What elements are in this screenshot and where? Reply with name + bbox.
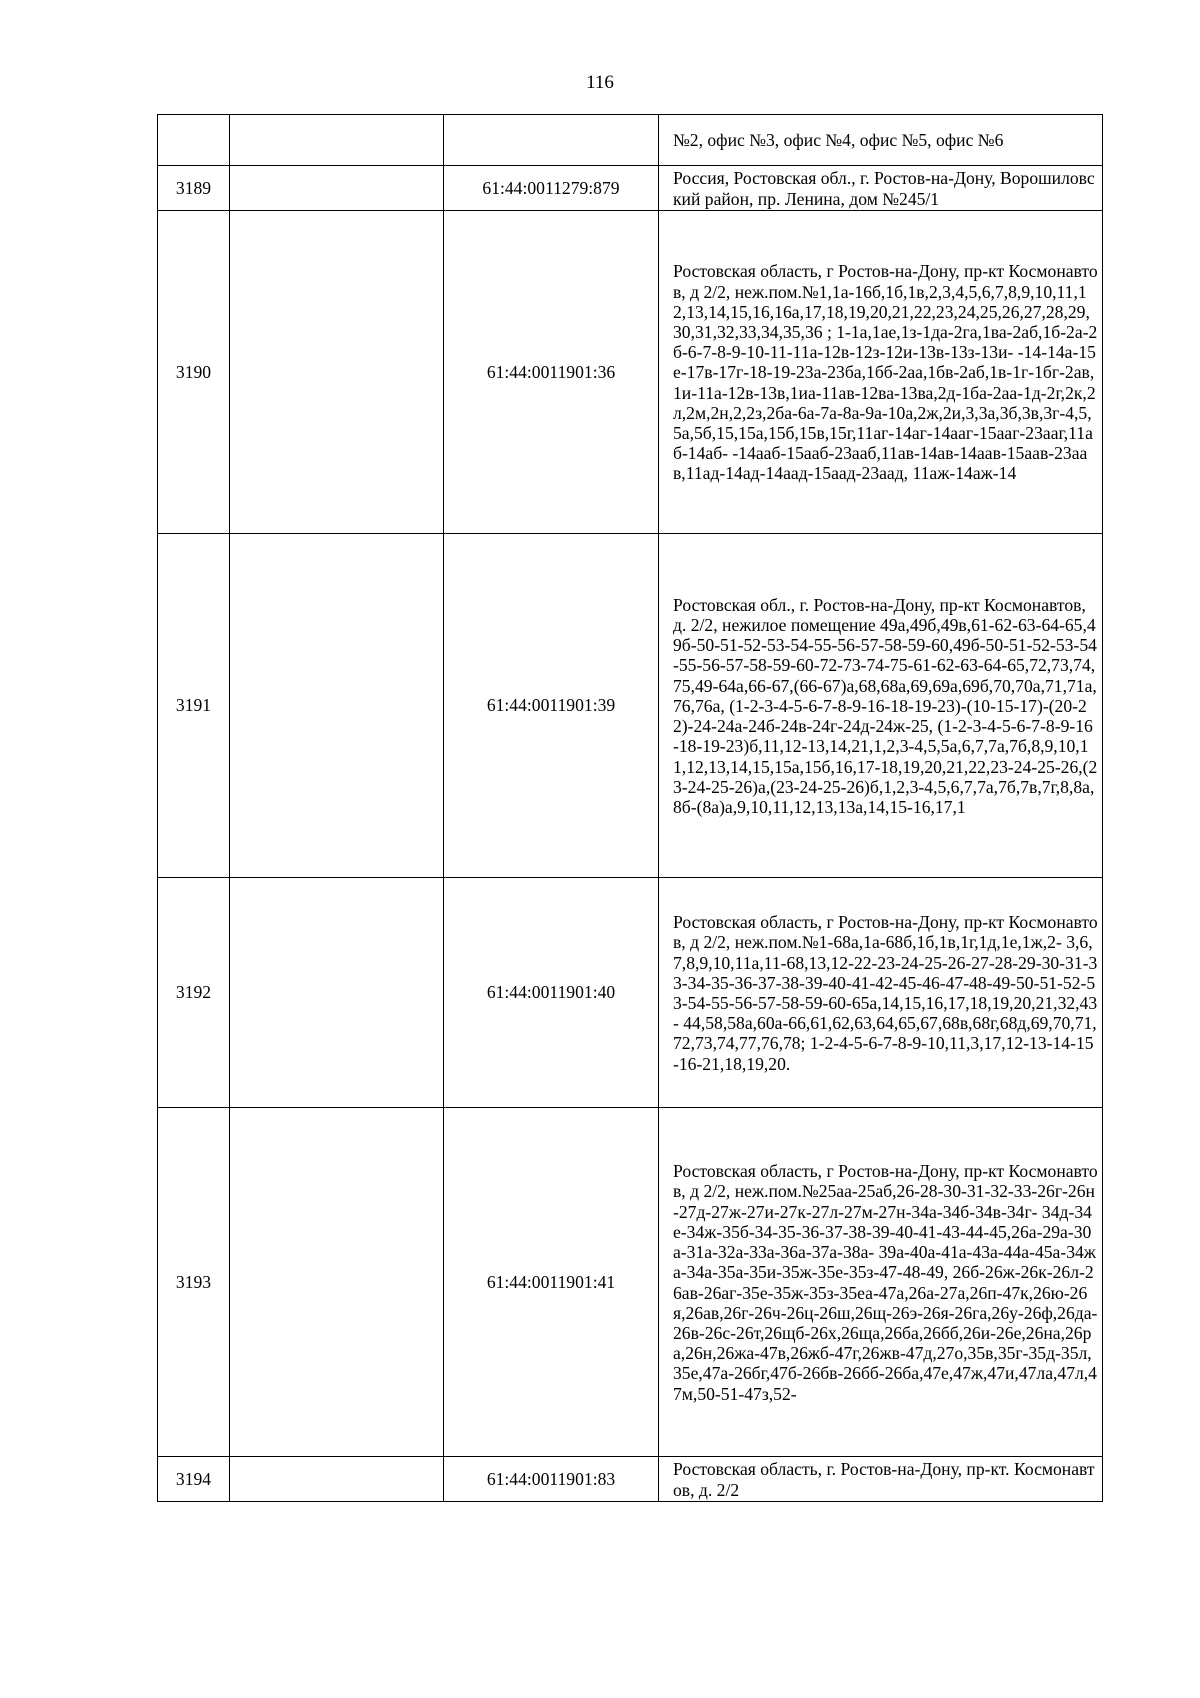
owner-cell bbox=[230, 115, 444, 166]
property-register-table bbox=[157, 114, 1103, 1502]
row-number-cell: 3192 bbox=[158, 878, 230, 1108]
row-number-cell: 3189 bbox=[158, 166, 230, 211]
table-row-3194 bbox=[158, 1457, 1103, 1502]
cadastral-number-cell: 61:44:0011279:879 bbox=[444, 166, 659, 211]
row-number-cell: 3194 bbox=[158, 1457, 230, 1502]
table-row-3190 bbox=[158, 211, 1103, 534]
cadastral-number-cell: 61:44:0011901:41 bbox=[444, 1108, 659, 1457]
row-number-cell: 3191 bbox=[158, 534, 230, 878]
address-cell: Ростовская область, г Ростов-на-Дону, пр-кт Космонавтов, д 2/2, неж.пом.№1-68а,1а-68б,1б,1в,1г,1д,1е,1ж,2- 3,6,7,8,9,10,11а,11-68,13,12-22-23-24-25-26-27-28-29-30-31-33-34-35-36-37-38-39-40-41-42-45-46-47-48-49-50-51-52-53-54-55-56-57-58-59-60-65а,14,15,16,17,18,19,20,21,32,43- 44,58,58а,60а-66,61,62,63,64,65,67,68в,68г,68д,69,70,71,72,73,74,77,76,78; 1-2-4-5-6-7-8-9-10,11,3,17,12-13-14-15-16-21,18,19,20. bbox=[659, 878, 1103, 1108]
address-cell: Россия, Ростовская обл., г. Ростов-на-Дону, Ворошиловский район, пр. Ленина, дом №245/1 bbox=[659, 166, 1103, 211]
address-cell: №2, офис №3, офис №4, офис №5, офис №6 bbox=[659, 115, 1103, 166]
table-row-3192 bbox=[158, 878, 1103, 1108]
cadastral-number-cell: 61:44:0011901:40 bbox=[444, 878, 659, 1108]
cadastral-number-cell: 61:44:0011901:83 bbox=[444, 1457, 659, 1502]
row-number-cell bbox=[158, 115, 230, 166]
row-number-cell: 3190 bbox=[158, 211, 230, 534]
owner-cell bbox=[230, 166, 444, 211]
owner-cell bbox=[230, 878, 444, 1108]
owner-cell bbox=[230, 1457, 444, 1502]
owner-cell bbox=[230, 1108, 444, 1457]
cadastral-number-cell: 61:44:0011901:36 bbox=[444, 211, 659, 534]
page-number: 116 bbox=[586, 72, 614, 93]
owner-cell bbox=[230, 534, 444, 878]
address-cell: Ростовская область, г Ростов-на-Дону, пр-кт Космонавтов, д 2/2, неж.пом.№1,1а-16б,1б,1в,2,3,4,5,6,7,8,9,10,11,12,13,14,15,16,16а,17,18,19,20,21,22,23,24,25,26,27,28,29,30,31,32,33,34,35,36 ; 1-1а,1ае,1з-1да-2га,1ва-2аб,1б-2а-2б-6-7-8-9-10-11-11а-12в-12з-12и-13в-13з-13и- -14-14а-15е-17в-17г-18-19-23а-23ба,1бб-2аа,1бв-2аб,1в-1г-1бг-2ав,1и-11а-12в-13в,1иа-11ав-12ва-13ва,2д-1ба-2аа-1д-2г,2к,2л,2м,2н,2,2з,2ба-6а-7а-8а-9а-10а,2ж,2и,3,3а,3б,3в,3г-4,5,5а,5б,15,15а,15б,15в,15г,11аг-14аг-14ааг-15ааг-23ааг,11аб-14аб- -14ааб-15ааб-23ааб,11ав-14ав-14аав-15аав-23аав,11ад-14ад-14аад-15аад-23аад, 11аж-14аж-14 bbox=[659, 211, 1103, 534]
cadastral-number-cell: 61:44:0011901:39 bbox=[444, 534, 659, 878]
address-cell: Ростовская обл., г. Ростов-на-Дону, пр-кт Космонавтов, д. 2/2, нежилое помещение 49а,49б,49в,61-62-63-64-65,49б-50-51-52-53-54-55-56-57-58-59-60,49б-50-51-52-53-54-55-56-57-58-59-60-72-73-74-75-61-62-63-64-65,72,73,74,75,49-64а,66-67,(66-67)а,68,68а,69,69а,69б,70,70а,71,71а,76,76а, (1-2-3-4-5-6-7-8-9-16-18-19-23)-(10-15-17)-(20-22)-24-24а-24б-24в-24г-24д-24ж-25, (1-2-3-4-5-6-7-8-9-16-18-19-23)б,11,12-13,14,21,1,2,3-4,5,5а,6,7,7а,7б,8,9,10,11,12,13,14,15,15а,15б,16,17-18,19,20,21,22,23-24-25-26,(23-24-25-26)а,(23-24-25-26)б,1,2,3-4,5,6,7,7а,7б,7в,7г,8,8а,8б-(8а)а,9,10,11,12,13,13а,14,15-16,17,1 bbox=[659, 534, 1103, 878]
table-row-3193 bbox=[158, 1108, 1103, 1457]
cadastral-number-cell bbox=[444, 115, 659, 166]
owner-cell bbox=[230, 211, 444, 534]
table-row-3191 bbox=[158, 534, 1103, 878]
table-row-3189 bbox=[158, 166, 1103, 211]
table-row-continuation bbox=[158, 115, 1103, 166]
row-number-cell: 3193 bbox=[158, 1108, 230, 1457]
address-cell: Ростовская область, г. Ростов-на-Дону, пр-кт. Космонавтов, д. 2/2 bbox=[659, 1457, 1103, 1502]
address-cell: Ростовская область, г Ростов-на-Дону, пр-кт Космонавтов, д 2/2, неж.пом.№25аа-25аб,26-28-30-31-32-33-26г-26н-27д-27ж-27и-27к-27л-27м-27н-34а-34б-34в-34г- 34д-34е-34ж-35б-34-35-36-37-38-39-40-41-43-44-45,26а-29а-30а-31а-32а-33а-36а-37а-38а- 39а-40а-41а-43а-44а-45а-34жа-34а-35а-35и-35ж-35е-35з-47-48-49, 26б-26ж-26к-26л-26ав-26аг-35е-35ж-35з-35еа-47а,26а-27а,26п-47к,26ю-26я,26ав,26г-26ч-26ц-26ш,26щ-26э-26я-26га,26у-26ф,26да-26в-26с-26т,26щб-26х,26ща,26ба,26бб,26и-26е,26на,26ра,26н,26жа-47в,26жб-47г,26жв-47д,27о,35в,35г-35д-35л,35е,47а-26бг,47б-26бв-26бб-26ба,47е,47ж,47и,47ла,47л,47м,50-51-47з,52- bbox=[659, 1108, 1103, 1457]
